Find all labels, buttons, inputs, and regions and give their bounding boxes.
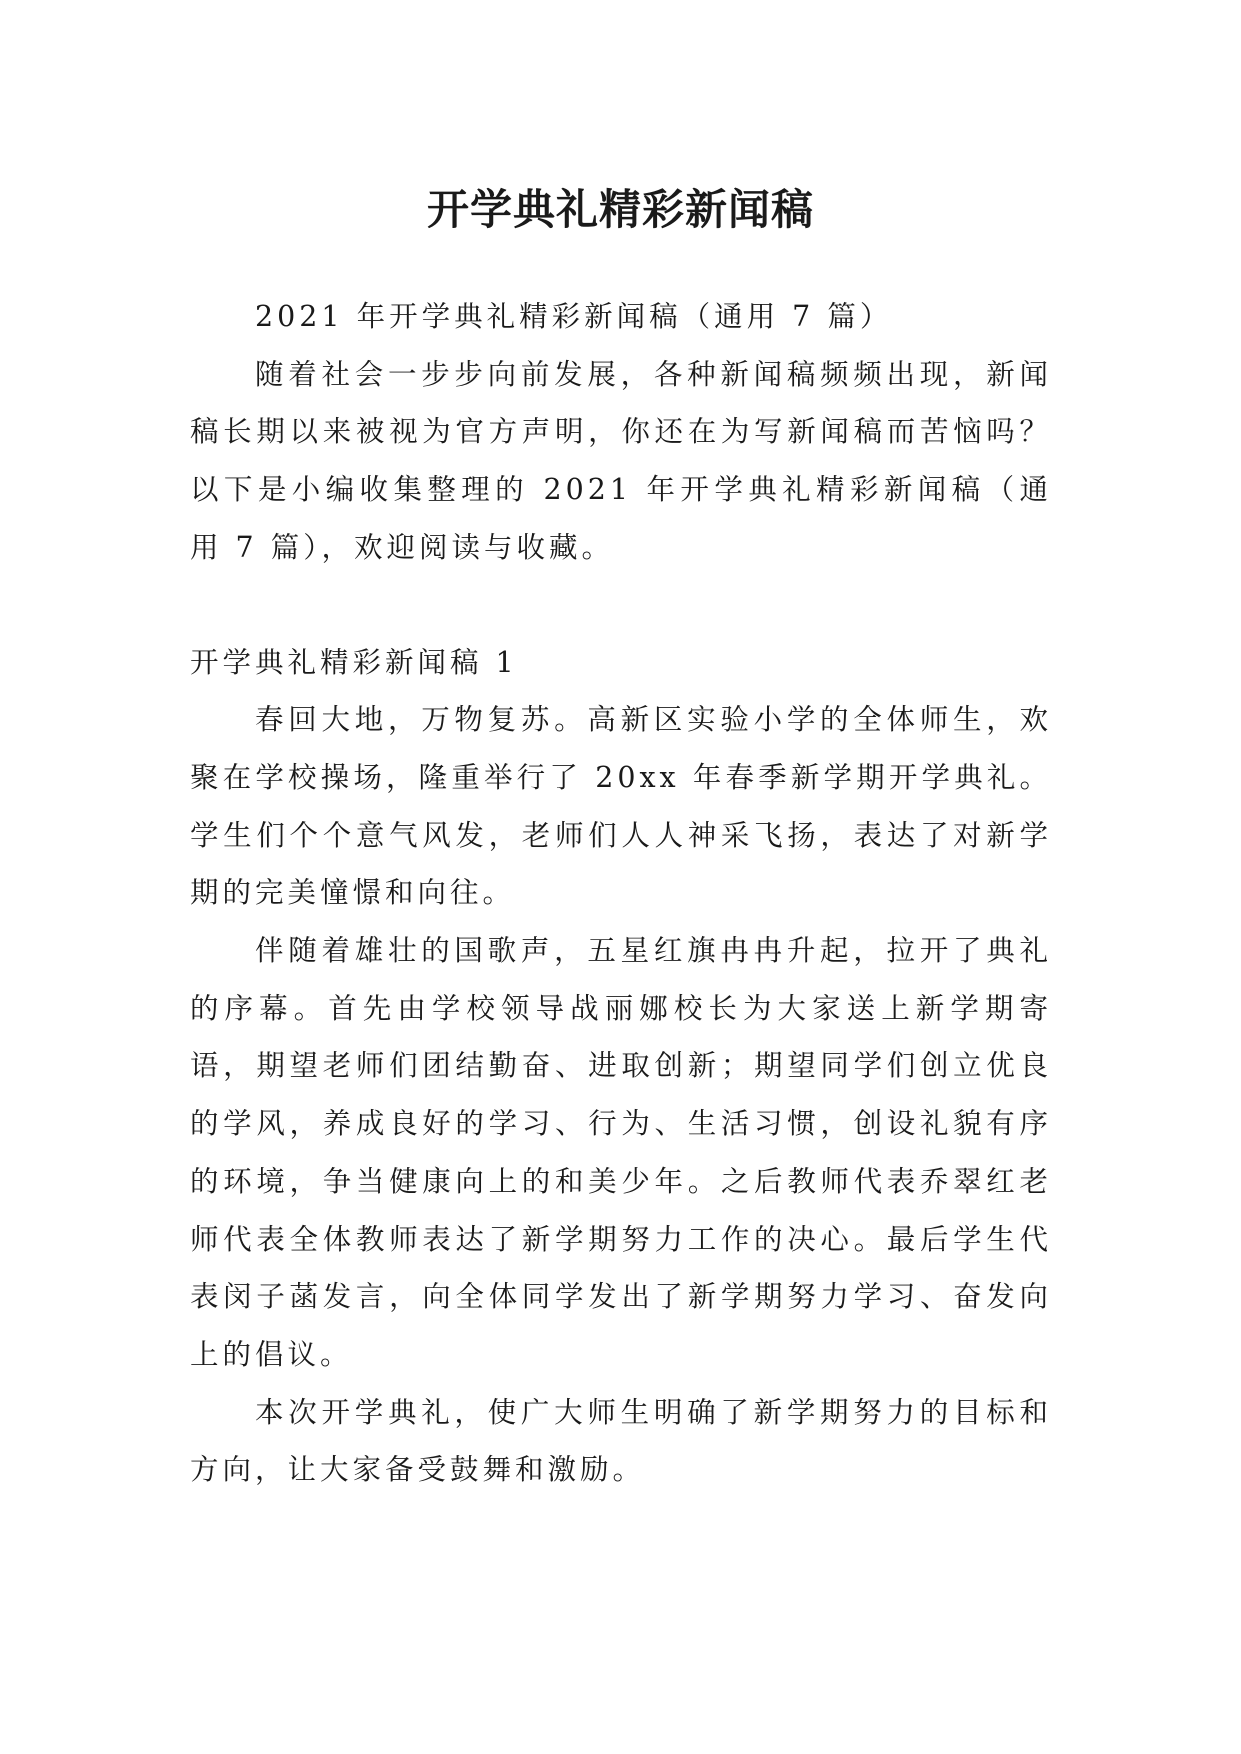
- body-paragraph: 春回大地，万物复苏。高新区实验小学的全体师生，欢聚在学校操场，隆重举行了 20xx 年春季新学期开学典礼。学生们个个意气风发，老师们人人神采飞扬，表达了对新学期的完美憧憬和向往。: [190, 703, 1052, 910]
- document-subtitle: 2021 年开学典礼精彩新闻稿（通用 7 篇）: [255, 300, 893, 333]
- body-paragraph: 本次开学典礼，使广大师生明确了新学期努力的目标和方向，让大家备受鼓舞和激励。: [190, 1395, 1052, 1487]
- body-paragraph: 伴随着雄壮的国歌声，五星红旗冉冉升起，拉开了典礼的序幕。首先由学校领导战丽娜校长为大家送上新学期寄语，期望老师们团结勤奋、进取创新；期望同学们创立优良的学风，养成良好的学习、行为、生活习惯，创设礼貌有序的环境，争当健康向上的和美少年。之后教师代表乔翠红老师代表全体教师表达了新学期努力工作的决心。最后学生代表闵子菡发言，向全体同学发出了新学期努力学习、奋发向上的倡议。: [190, 934, 1052, 1371]
- document-title: 开学典礼精彩新闻稿: [426, 185, 814, 235]
- document-body: [190, 288, 1052, 1499]
- section-heading: 开学典礼精彩新闻稿 1: [190, 645, 518, 679]
- intro-paragraph: 随着社会一步步向前发展，各种新闻稿频频出现，新闻稿长期以来被视为官方声明，你还在为写新闻稿而苦恼吗？以下是小编收集整理的 2021 年开学典礼精彩新闻稿（通用 7 篇），欢迎阅读与收藏。: [190, 357, 1052, 564]
